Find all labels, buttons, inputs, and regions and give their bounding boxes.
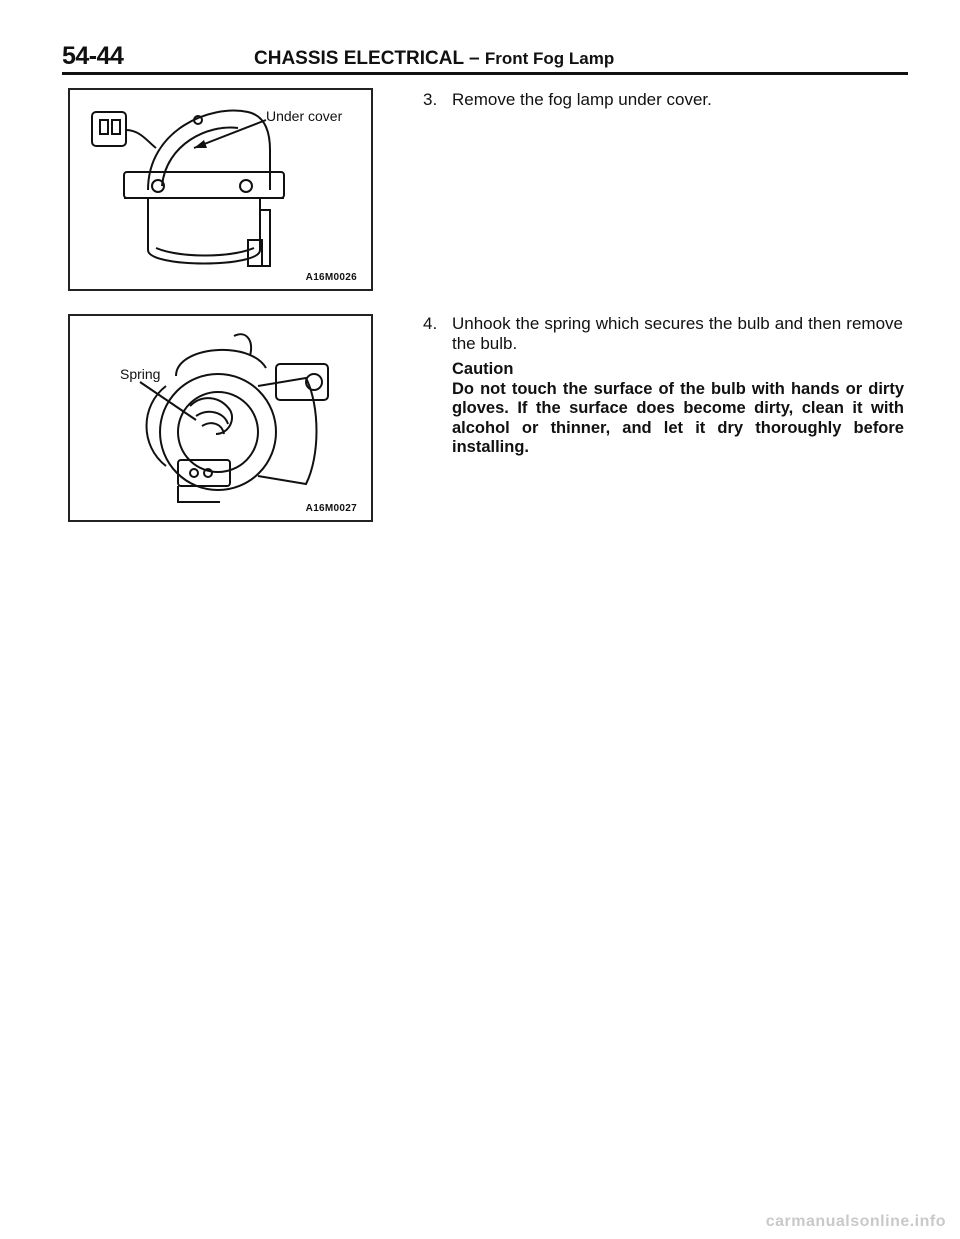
caution-note [452, 360, 904, 458]
fog-lamp-spring-illustration [70, 316, 371, 520]
title-separator: – [469, 48, 480, 69]
page-header [62, 40, 908, 72]
page-title [254, 48, 614, 70]
step-number: 4. [423, 314, 438, 333]
page-number: 54-44 [62, 42, 124, 70]
section-title: CHASSIS ELECTRICAL [254, 48, 464, 69]
step-text: Remove the fog lamp under cover. [452, 90, 712, 109]
step-3 [423, 90, 903, 110]
step-text: Unhook the spring which secures the bulb and then remove the bulb. [452, 314, 903, 353]
watermark: carmanualsonline.info [765, 1213, 946, 1230]
subsection-title: Front Fog Lamp [484, 49, 615, 68]
caution-heading: Caution [452, 360, 514, 378]
step-4 [423, 314, 903, 354]
figure-code: A16M0027 [305, 503, 357, 514]
callout-under-cover: Under cover [266, 108, 343, 124]
step-number: 3. [423, 90, 438, 109]
caution-body: Do not touch the surface of the bulb with hands or dirty gloves. If the surface does become dirty, clean it with alcohol or thinner, and let it dry thoroughly before installing. [452, 379, 904, 456]
callout-spring: Spring [120, 366, 161, 382]
figure-code: A16M0026 [305, 272, 357, 283]
header-rule [62, 72, 908, 75]
figure-bulb-spring [68, 314, 373, 522]
figure-fog-lamp-under-cover [68, 88, 373, 291]
